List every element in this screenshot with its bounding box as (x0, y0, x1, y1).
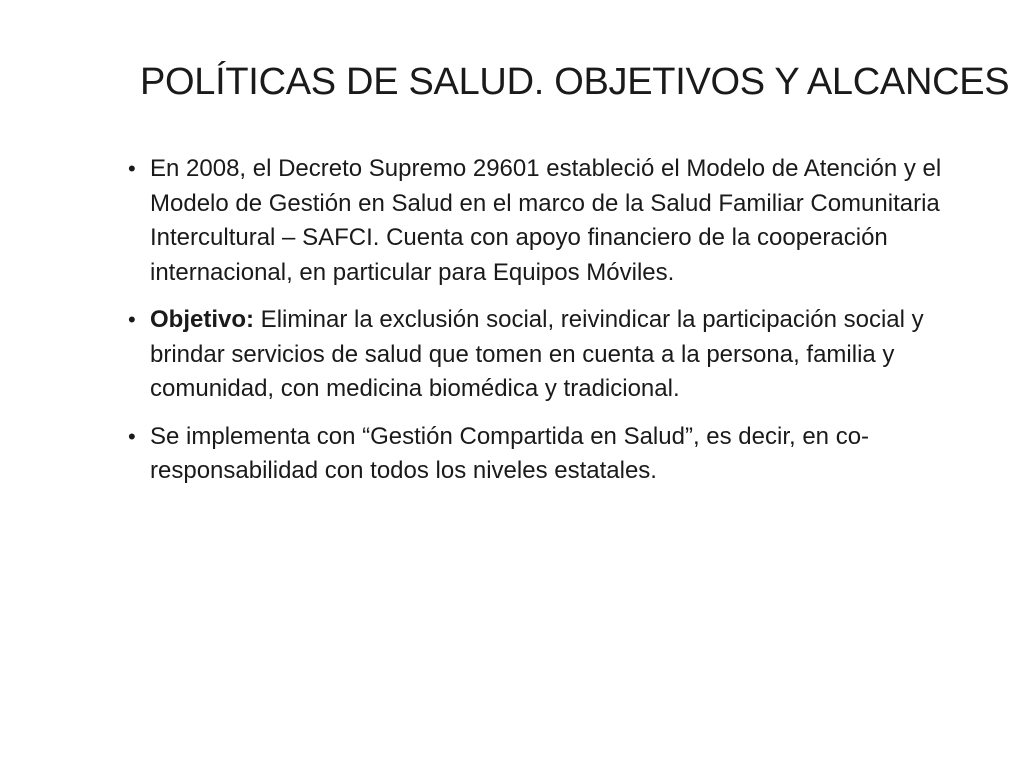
bullet-icon: • (128, 423, 136, 449)
slide-title: POLÍTICAS DE SALUD. OBJETIVOS Y ALCANCES (140, 61, 1010, 103)
bullet-icon: • (128, 307, 136, 332)
bullet-item-gestion (128, 420, 978, 489)
bullet-text: En 2008, el Decreto Supremo 29601 estableció el Modelo de Atención y el Modelo de Gestión en Salud en el marco de la Salud Familiar Comunitaria Intercultural – SAFCI. Cuenta con apoyo financiero de la cooperación internacional, en particular para Equipos Móviles. (150, 155, 942, 286)
bullet-text: Se implementa con “Gestión Compartida en Salud”, es decir, en co-responsabilidad con todos los niveles estatales. (150, 422, 870, 484)
bullet-text: Eliminar la exclusión social, reivindicar la participación social y brindar servicios de salud que tomen en cuenta a la persona, familia y comunidad, con medicina biomédica y tradicional. (150, 306, 924, 402)
bullet-icon: • (128, 156, 136, 181)
bullet-list (128, 152, 978, 502)
bullet-item-decreto (128, 152, 978, 290)
bullet-lead: Objetivo: (150, 306, 255, 333)
bullet-item-objetivo (128, 303, 978, 407)
